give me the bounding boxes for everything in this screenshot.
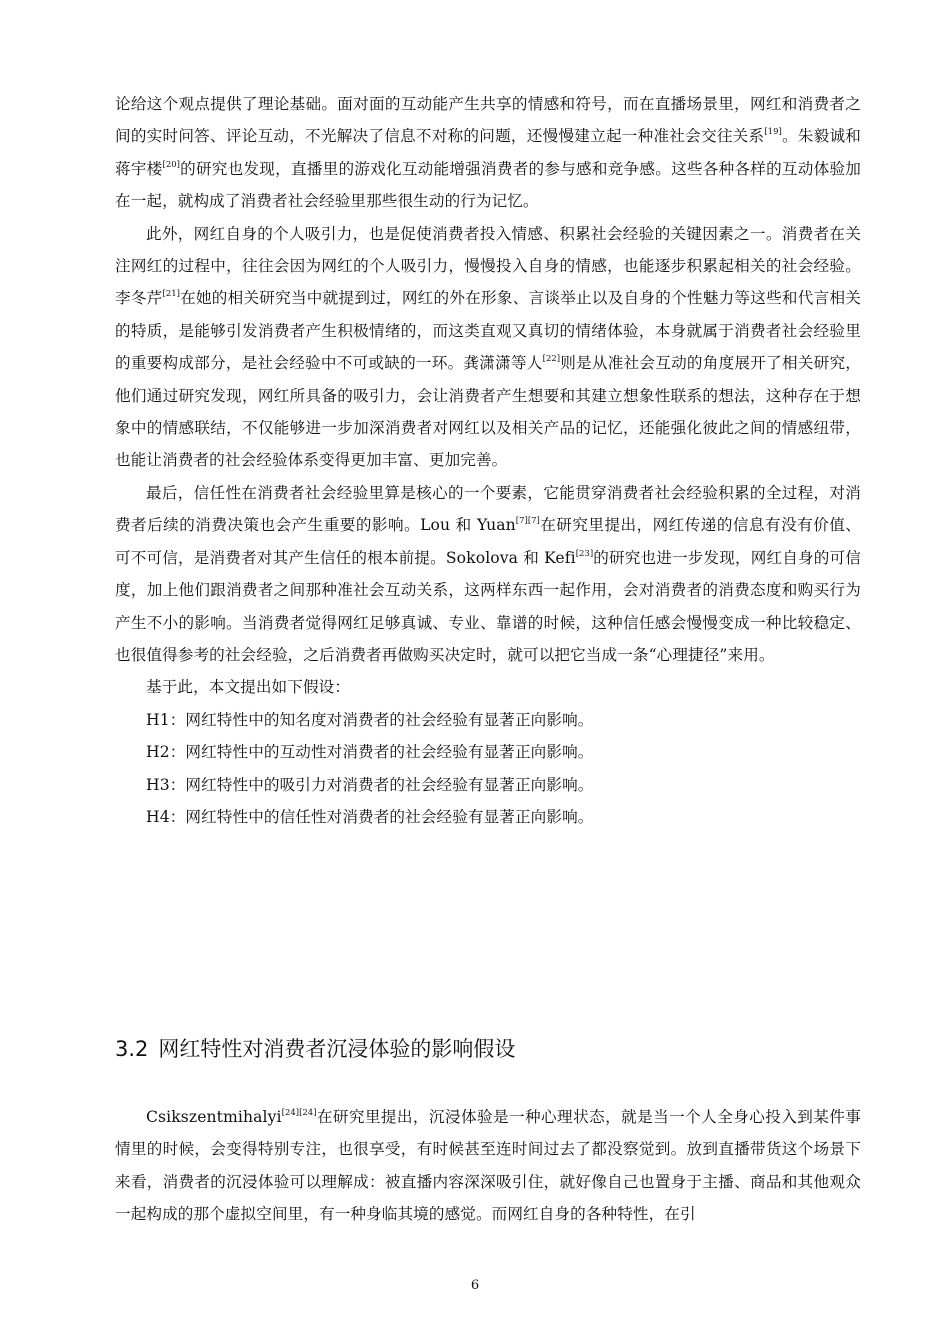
paragraph-text: 的研究也进一步发现，网红自身的可信度，加上他们跟消费者之间那种准社会互动关系，这两样东西一起作用，会对消费者的消费态度和购买行为产生不小的影响。当消费者觉得网红足够真诚、专业、靠谱的时候，这种信任感会慢慢变成一种比较稳定、也很值得参考的社会经验，之后消费者再做购买决定时，就可以把它当成一条“心理捷径”来用。 bbox=[115, 548, 861, 664]
citation: [20] bbox=[162, 159, 180, 170]
paragraph-text: 论给这个观点提供了理论基础。面对面的互动能产生共享的情感和符号，而在直播场景里，网红和消费者之间的实时问答、评论互动，不光解决了信息不对称的问题，还慢慢建立起一种准社会交往关系 bbox=[115, 95, 861, 146]
body-text bbox=[115, 88, 861, 833]
paragraph bbox=[115, 218, 861, 477]
page-number: 6 bbox=[470, 1278, 480, 1293]
paragraph-text: 。朱毅诚和蒋宇楼 bbox=[115, 127, 861, 178]
citation: [23] bbox=[575, 548, 594, 559]
paragraph bbox=[115, 88, 861, 218]
paragraph-text: 在研究里提出，沉浸体验是一种心理状态，就是当一个人全身心投入到某件事情里的时候，会变得特别专注，也很享受，有时候甚至连时间过去了都没察觉到。放到直播带货这个场景下来看，消费者的沉浸体验可以理解成：被直播内容深深吸引住，就好像自己也置身于主播、商品和其他观众一起构成的那个虚拟空间里，有一种身临其境的感觉。而网红自身的各种特性，在引 bbox=[115, 1108, 861, 1224]
paragraph-text: 在研究里提出，网红传递的信息有没有价值、可不可信，是消费者对其产生信任的根本前提。Sokolova 和 Kefi bbox=[115, 516, 861, 567]
citation: [22] bbox=[542, 354, 561, 365]
paragraph bbox=[115, 1101, 861, 1231]
paragraph: 基于此，本文提出如下假设： bbox=[146, 678, 351, 697]
section-number: 3.2 bbox=[115, 1037, 149, 1061]
paragraph bbox=[115, 477, 861, 671]
section-heading bbox=[115, 1031, 515, 1067]
hypothesis-h4: H4：网红特性中的信任性对消费者的社会经验有显著正向影响。 bbox=[146, 807, 594, 826]
paragraph-text: Csikszentmihalyi bbox=[146, 1108, 282, 1126]
paragraph-text: 的研究也发现，直播里的游戏化互动能增强消费者的参与感和竞争感。这些各种各样的互动体验加在一起，就构成了消费者社会经验里那些很生动的行为记忆。 bbox=[115, 159, 861, 211]
paragraph-text: 此外，网红自身的个人吸引力，也是促使消费者投入情感、积累社会经验的关键因素之一。消费者在关注网红的过程中，往往会因为网红的个人吸引力，慢慢投入自身的情感，也能逐步积累起相关的社会经验。李冬芹 bbox=[115, 224, 861, 308]
citation: [21] bbox=[162, 289, 180, 300]
hypothesis-h3: H3：网红特性中的吸引力对消费者的社会经验有显著正向影响。 bbox=[146, 775, 594, 794]
paragraph-text: 在她的相关研究当中就提到过，网红的外在形象、言谈举止以及自身的个性魅力等这些和代言相关的特质，是能够引发消费者产生积极情绪的，而这类直观又真切的情绪体验，本身就属于消费者社会经验里的重要构成部分，是社会经验中不可或缺的一环。龚潇潇等人 bbox=[115, 289, 861, 373]
paragraph-text: 则是从准社会互动的角度展开了相关研究，他们通过研究发现，网红所具备的吸引力，会让消费者产生想要和其建立想象性联系的想法，这种存在于想象中的情感联结，不仅能够进一步加深消费者对网红以及相关产品的记忆，还能强化彼此之间的情感纽带，也能让消费者的社会经验体系变得更加丰富、更加完善。 bbox=[115, 354, 861, 470]
hypothesis-h1: H1：网红特性中的知名度对消费者的社会经验有显著正向影响。 bbox=[146, 710, 594, 729]
citation: [7][7] bbox=[515, 516, 540, 527]
citation: [24][24] bbox=[281, 1108, 317, 1118]
section-title: 网红特性对消费者沉浸体验的影响假设 bbox=[158, 1037, 516, 1061]
hypothesis-h2: H2：网红特性中的互动性对消费者的社会经验有显著正向影响。 bbox=[146, 743, 594, 762]
paragraph-text: 最后，信任性在消费者社会经验里算是核心的一个要素，它能贯穿消费者社会经验积累的全过程，对消费者后续的消费决策也会产生重要的影响。Lou 和 Yuan bbox=[115, 483, 861, 535]
section-body-text bbox=[115, 1101, 861, 1231]
citation: [19] bbox=[764, 127, 782, 138]
